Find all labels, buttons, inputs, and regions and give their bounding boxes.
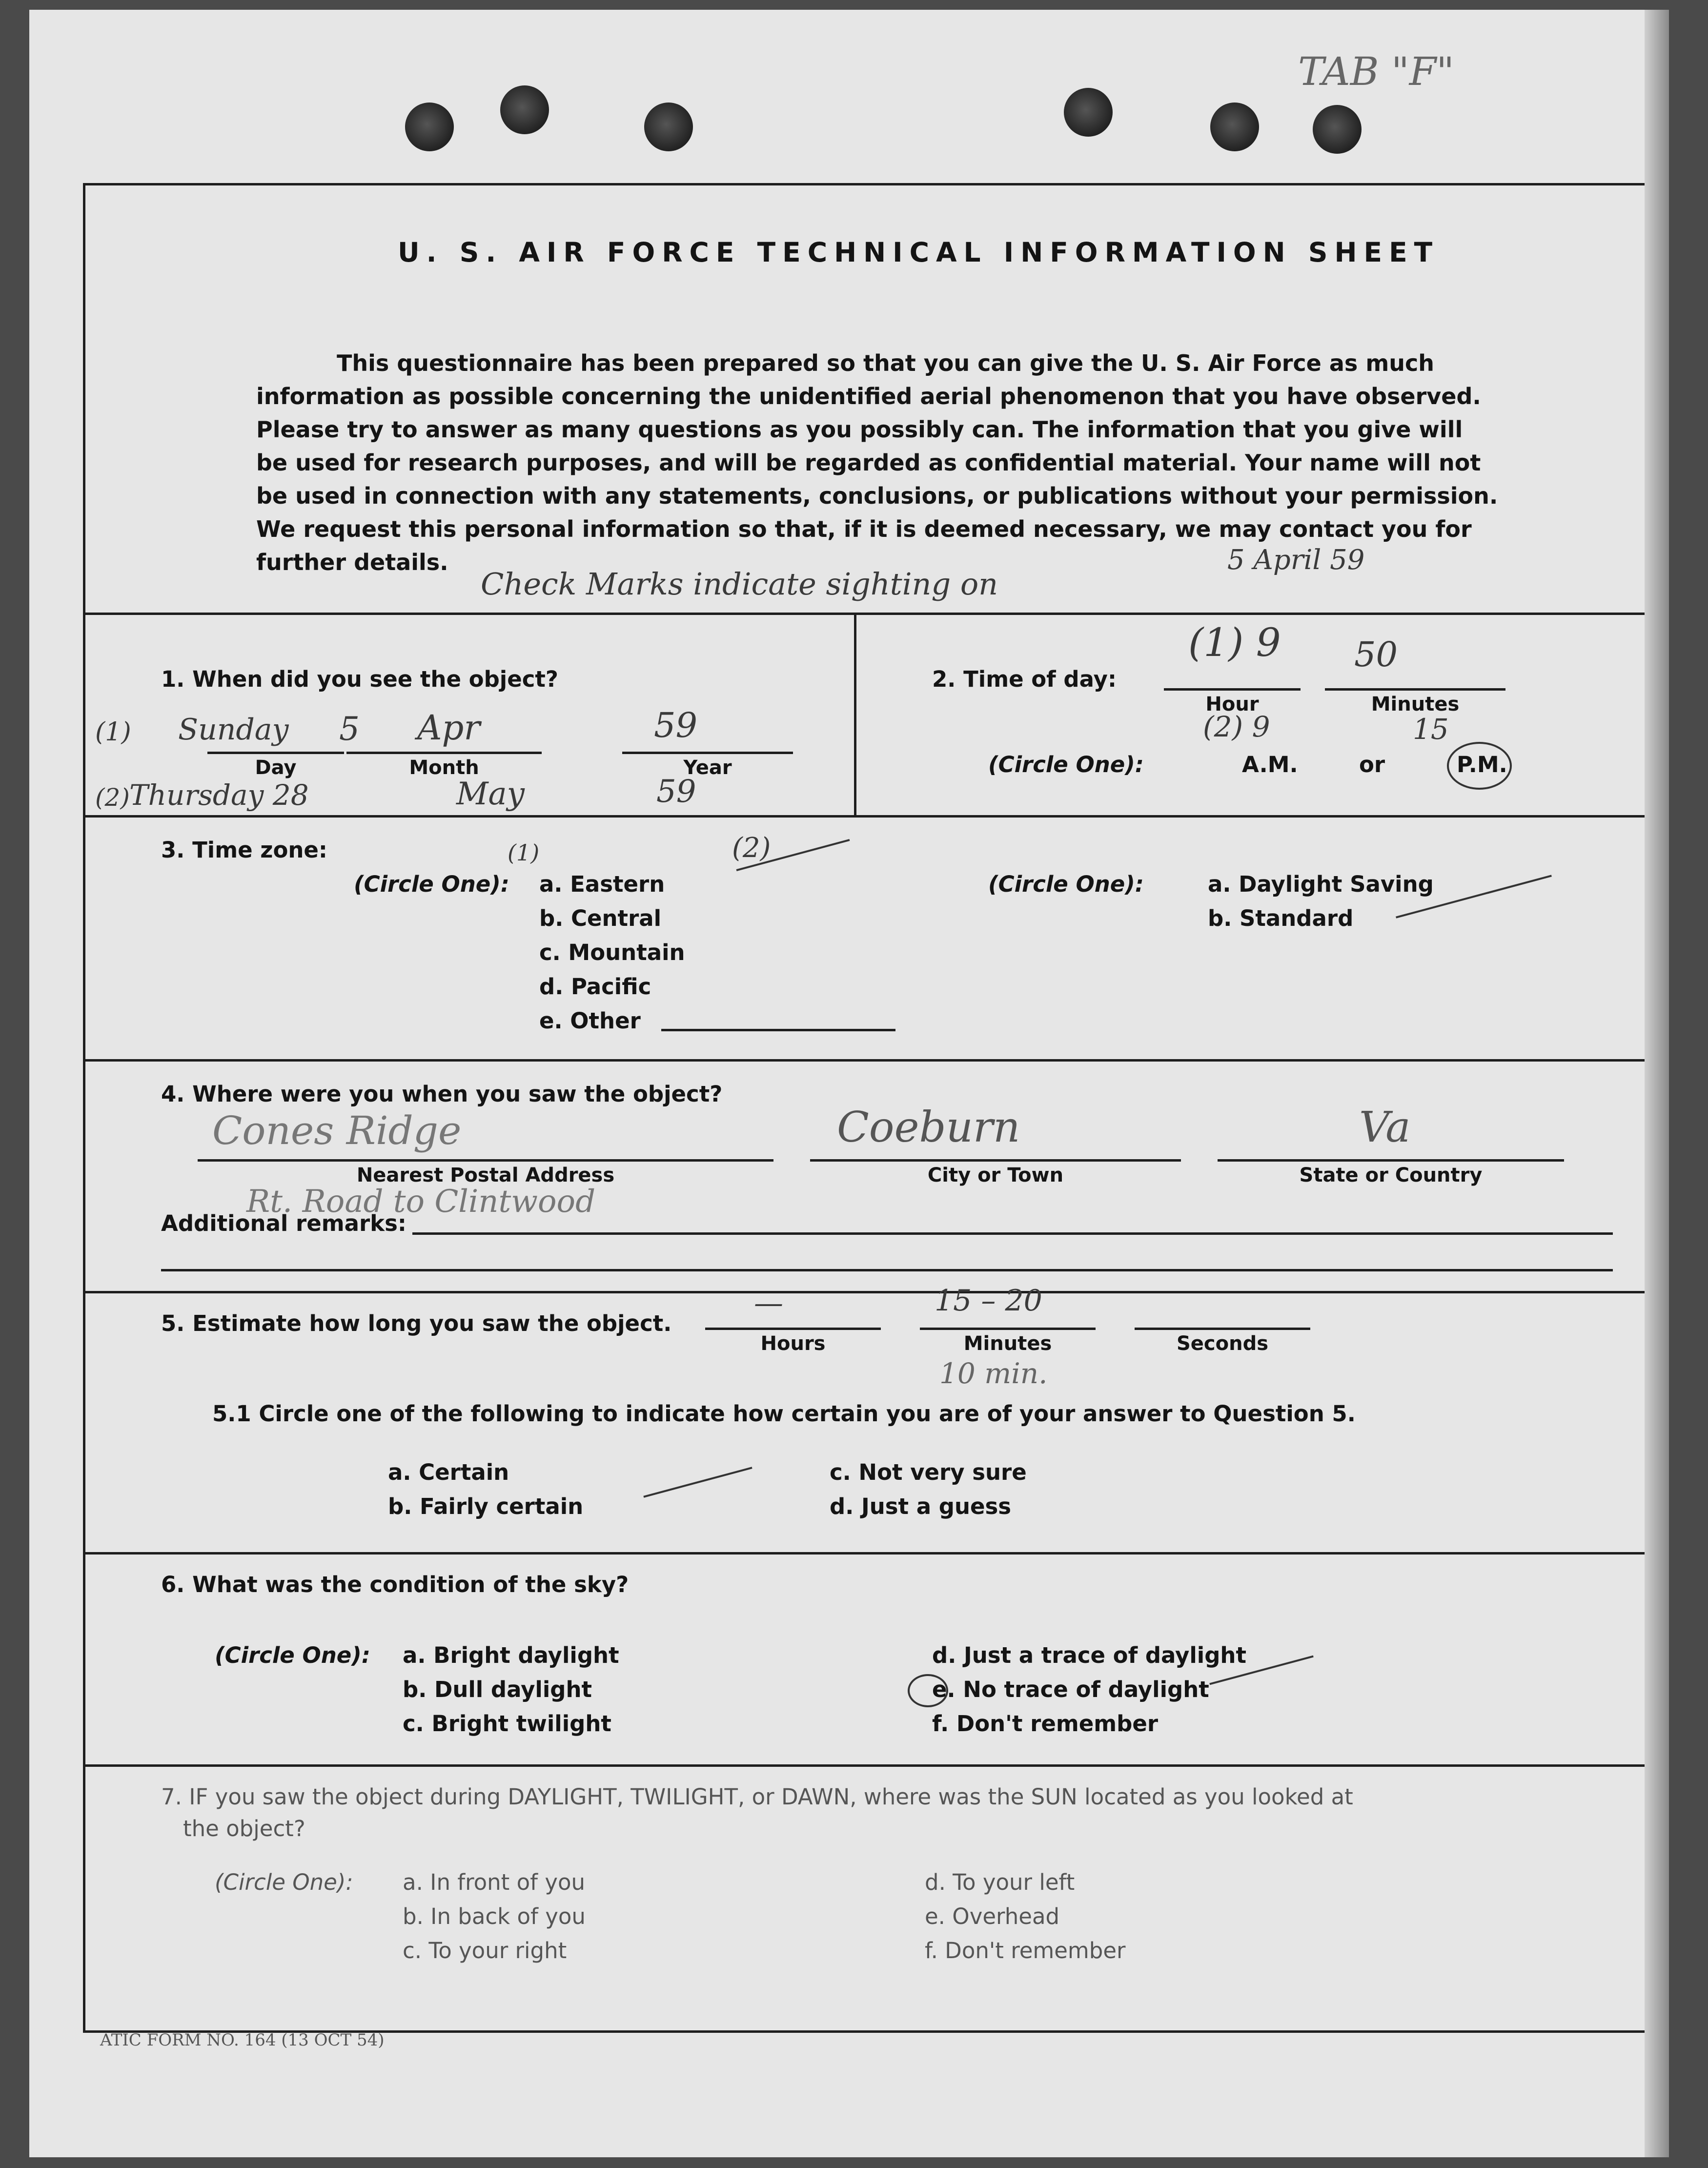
q1-answer1-month: Apr — [417, 708, 480, 748]
intro-line: We request this personal information so that, if it is deemed necessary, we may contact you for — [256, 516, 1472, 542]
q2-or: or — [1359, 752, 1385, 777]
q6-option-no-trace[interactable]: e. No trace of daylight — [932, 1677, 1209, 1702]
q3-mark1: (1) — [508, 839, 540, 866]
q1-answer1-year: 59 — [654, 705, 698, 745]
q6-question: 6. What was the condition of the sky? — [161, 1572, 629, 1597]
other-line — [661, 1029, 895, 1031]
q1-answer2-month: May — [456, 776, 525, 812]
form-number: ATIC FORM NO. 164 (13 OCT 54) — [100, 2030, 385, 2050]
q1-answer1-day: Sunday — [178, 713, 289, 747]
q7-question-line1: 7. IF you saw the object during DAYLIGHT, TWILIGHT, or DAWN, where was the SUN located as you looked at — [161, 1784, 1353, 1810]
q7-option-to-left[interactable]: d. To your left — [925, 1869, 1075, 1895]
q6-option-bright-twilight[interactable]: c. Bright twilight — [403, 1711, 611, 1737]
q2-minutes-answer2: 15 — [1413, 713, 1449, 746]
seconds-line — [1135, 1328, 1310, 1330]
punch-hole — [1313, 105, 1362, 154]
form-title: U. S. AIR FORCE TECHNICAL INFORMATION SHEET — [398, 237, 1440, 268]
remarks-line — [412, 1232, 1613, 1235]
q4-question: 4. Where were you when you saw the object? — [161, 1081, 723, 1107]
q2-circle-one: (Circle One): — [988, 752, 1144, 777]
q5-extra-answer: 10 min. — [939, 1357, 1048, 1390]
q3-option-pacific[interactable]: d. Pacific — [539, 974, 651, 1000]
q5-minutes-answer: 15 – 20 — [935, 1284, 1042, 1318]
day-label: Day — [255, 757, 297, 779]
divider — [85, 1291, 1648, 1293]
intro-line: further details. — [256, 549, 448, 575]
divider — [85, 1059, 1648, 1062]
intro-line: This questionnaire has been prepared so that you can give the U. S. Air Force as much — [337, 350, 1435, 376]
address-line — [198, 1159, 773, 1162]
divider — [85, 613, 1648, 615]
hour-line — [1164, 688, 1301, 691]
q7-option-to-right[interactable]: c. To your right — [403, 1938, 567, 1963]
q4-remarks-label: Additional remarks: — [161, 1210, 407, 1236]
divider — [85, 1552, 1648, 1554]
punch-hole — [500, 85, 549, 134]
q7-option-in-front[interactable]: a. In front of you — [403, 1869, 585, 1895]
q5-question: 5. Estimate how long you saw the object. — [161, 1310, 672, 1336]
q1-answer1-mark: (1) — [95, 717, 131, 747]
q2-am: A.M. — [1242, 752, 1298, 777]
q1-question: 1. When did you see the object? — [161, 666, 559, 692]
q4-remarks-answer: Rt. Road to Clintwood — [246, 1184, 596, 1220]
divider — [854, 613, 856, 815]
q3-option-daylight-saving[interactable]: a. Daylight Saving — [1208, 871, 1434, 897]
handwritten-note-date: 5 April 59 — [1227, 544, 1365, 576]
check-mark — [643, 1467, 752, 1497]
hours-line — [705, 1328, 881, 1330]
q6-option-just-a-trace[interactable]: d. Just a trace of daylight — [932, 1642, 1246, 1668]
q2-pm[interactable]: P.M. — [1457, 752, 1507, 777]
month-label: Month — [409, 757, 479, 779]
q2-hour-answer2: (2) 9 — [1203, 710, 1270, 743]
punch-hole — [1064, 88, 1113, 137]
punch-hole — [405, 102, 454, 151]
q6-circle-one: (Circle One): — [215, 1642, 370, 1668]
q3-option-standard[interactable]: b. Standard — [1208, 905, 1354, 931]
q2-minutes-answer1: 50 — [1354, 634, 1398, 675]
city-label: City or Town — [927, 1164, 1064, 1186]
q7-circle-one: (Circle One): — [215, 1869, 353, 1895]
q3-dst-circle-one: (Circle One): — [988, 871, 1144, 897]
year-line — [622, 752, 793, 754]
divider — [85, 815, 1648, 818]
q51-option-not-very-sure[interactable]: c. Not very sure — [830, 1459, 1027, 1485]
q51-option-just-a-guess[interactable]: d. Just a guess — [830, 1493, 1012, 1519]
intro-line: Please try to answer as many questions as you possibly can. The information that you give will — [256, 416, 1463, 443]
q1-answer2-mark: (2) — [95, 783, 130, 812]
q3-option-mountain[interactable]: c. Mountain — [539, 940, 685, 965]
intro-line: be used in connection with any statements, conclusions, or publications without your permission. — [256, 483, 1498, 509]
city-line — [810, 1159, 1181, 1162]
form-page — [29, 10, 1669, 2157]
q4-state-answer: Va — [1359, 1103, 1411, 1152]
state-line — [1218, 1159, 1564, 1162]
option-e-circle-mark — [908, 1674, 948, 1707]
q4-address-answer: Cones Ridge — [212, 1108, 462, 1153]
q4-city-answer: Coeburn — [837, 1103, 1020, 1152]
minutes-label: Minutes — [1371, 693, 1460, 716]
q3-option-central[interactable]: b. Central — [539, 905, 662, 931]
q2-hour-answer1: (1) 9 — [1188, 620, 1281, 665]
q51-question: 5.1 Circle one of the following to indicate how certain you are of your answer to Question 5. — [212, 1401, 1356, 1427]
day-line — [207, 752, 344, 754]
minutes-label: Minutes — [963, 1332, 1052, 1355]
q6-option-bright-daylight[interactable]: a. Bright daylight — [403, 1642, 619, 1668]
minutes-line — [920, 1328, 1096, 1330]
minutes-line — [1325, 688, 1505, 691]
tab-annotation: TAB "F" — [1298, 49, 1455, 94]
month-line — [346, 752, 542, 754]
q3-question: 3. Time zone: — [161, 837, 327, 863]
punch-hole — [644, 102, 693, 151]
q6-option-dull-daylight[interactable]: b. Dull daylight — [403, 1677, 592, 1702]
q7-option-overhead[interactable]: e. Overhead — [925, 1903, 1060, 1929]
year-label: Year — [683, 757, 732, 779]
divider — [85, 1764, 1648, 1767]
q7-question-line2: the object? — [183, 1816, 305, 1841]
q3-mark2: (2) — [732, 832, 771, 864]
q1-answer1-day-num: 5 — [339, 710, 360, 748]
remarks-line — [161, 1269, 1613, 1271]
q1-answer2-year: 59 — [656, 774, 696, 810]
form-frame — [83, 183, 1650, 2033]
q5-hours-answer: — — [754, 1286, 783, 1320]
q3-circle-one: (Circle One): — [354, 871, 509, 897]
intro-line: information as possible concerning the unidentified aerial phenomenon that you have observed. — [256, 383, 1481, 409]
q7-option-dont-remember[interactable]: f. Don't remember — [925, 1938, 1126, 1963]
address-label: Nearest Postal Address — [356, 1164, 615, 1186]
q6-option-dont-remember[interactable]: f. Don't remember — [932, 1711, 1159, 1737]
hour-label: Hour — [1205, 693, 1259, 716]
q51-option-certain[interactable]: a. Certain — [388, 1459, 509, 1485]
q3-option-eastern[interactable]: a. Eastern — [539, 871, 665, 897]
q3-option-other[interactable]: e. Other — [539, 1008, 641, 1034]
intro-line: be used for research purposes, and will be regarded as confidential material. Your name will not — [256, 450, 1481, 476]
q1-answer2-day: Thursday 28 — [129, 778, 309, 812]
q7-option-in-back[interactable]: b. In back of you — [403, 1903, 586, 1929]
seconds-label: Seconds — [1176, 1332, 1269, 1355]
state-label: State or Country — [1299, 1164, 1483, 1186]
pm-circle-mark — [1447, 742, 1512, 790]
q2-question: 2. Time of day: — [932, 666, 1117, 692]
q51-option-fairly-certain[interactable]: b. Fairly certain — [388, 1493, 584, 1519]
punch-hole — [1210, 102, 1259, 151]
hours-label: Hours — [760, 1332, 826, 1355]
handwritten-note: Check Marks indicate sighting on — [481, 566, 998, 602]
